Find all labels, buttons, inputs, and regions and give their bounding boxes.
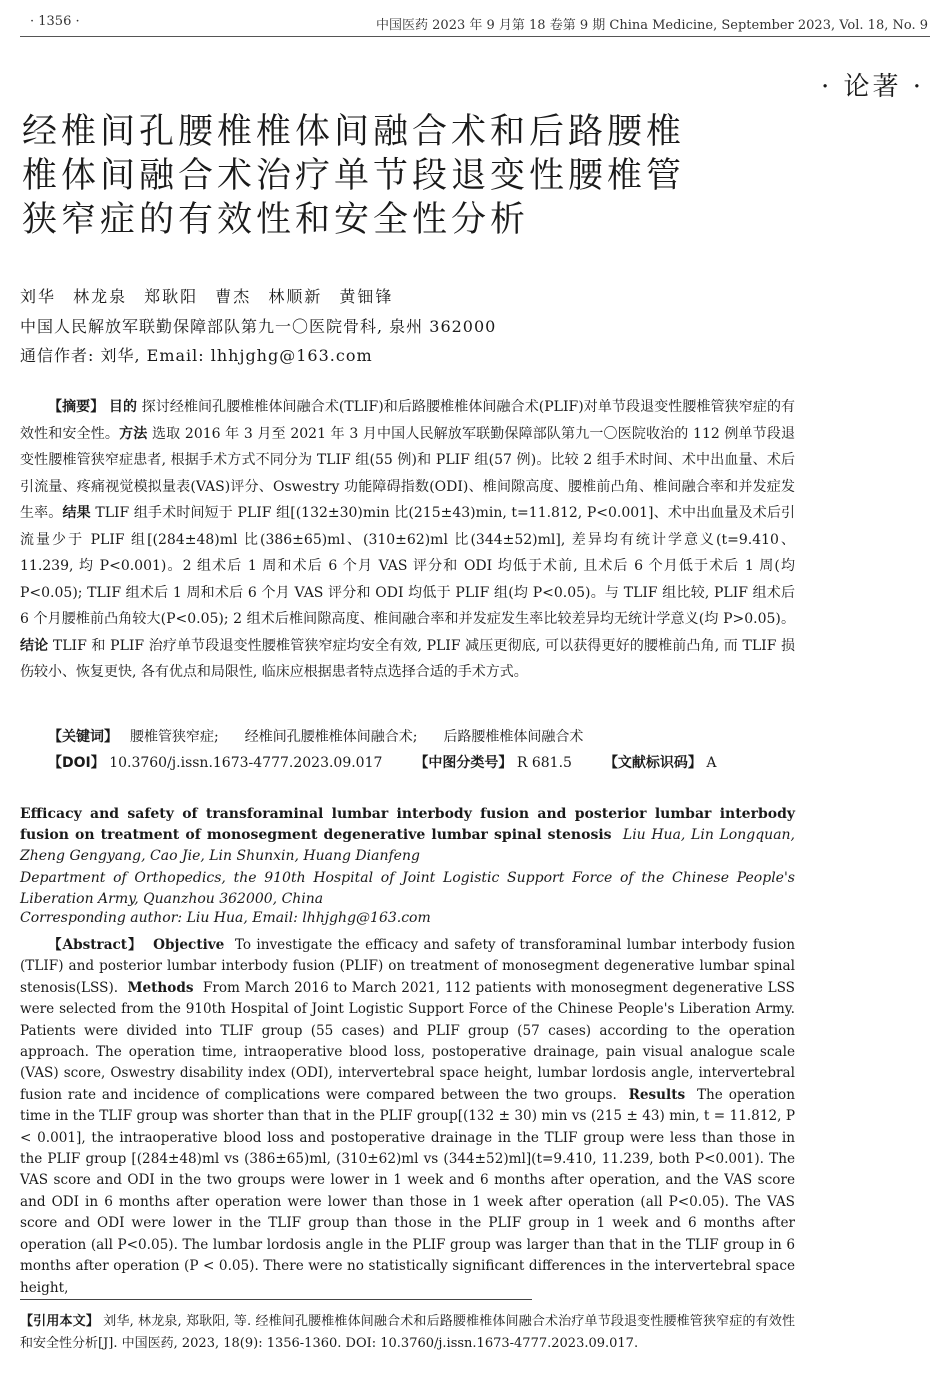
objective-text: 探讨经椎间孔腰椎椎体间融合术(TLIF)和后路腰椎椎体间融合术(PLIF)对单节段退变性腰椎管狭窄症的有效性和安全性。 [20,399,796,442]
authors: 刘华 林龙泉 郑耿阳 曹杰 林顺新 黄钿锋 [20,287,394,306]
en-methods-text: From March 2016 to March 2021, 112 patients with monosegment degenerative LSS were selected from the 910th Hospital of Joint Logistic Support Force of the Chinese People's Liberation Army. Patients were divided into TLIF group (55 cases) and PLIF group (57 cases) according to the operation approach. The operation time, intraoperative blood loss, postoperative drainage, pain visual analogue scale (VAS) score, Oswestry disability index (ODI), intervertebral space height, lumbar lordosis angle, intervertebral fusion rate and incidence of complications were compared between the two groups. [20,979,795,1103]
clc-label: 【中图分类号】 [414,755,513,771]
doi-value: 10.3760/j.issn.1673-4777.2023.09.017 [109,755,383,771]
section-tag: · 论著 · [820,72,924,102]
citation [20,1311,795,1355]
english-corresponding: Corresponding author: Liu Hua, Email: lhhjghg@163.com [20,910,431,926]
english-authors: Liu Hua, Lin Longquan, Zheng Gengyang, Cao Jie, Lin Shunxin, Huang Dianfeng [20,827,796,864]
doi-label: 【DOI】 [48,755,105,771]
objective-label: 目的 [108,399,138,415]
english-title: Efficacy and safety of transforaminal lumbar interbody fusion and posterior lumbar interbody fusion on treatment of monosegment degenerative lumbar spinal stenosis [20,806,795,843]
english-title-block [20,804,795,867]
conclusion-text: TLIF 和 PLIF 治疗单节段退变性腰椎管狭窄症均安全有效, PLIF 减压更彻底, 可以获得更好的腰椎前凸角, 而 TLIF 损伤较小、恢复更快, 各有优点和局限性, 临床应根据患者特点选择合适的手术方式。 [20,637,796,680]
page-number: · 1356 · [30,14,80,29]
en-objective-label: Objective [153,937,225,953]
title-line-3: 狭窄症的有效性和安全性分析 [22,200,530,240]
results-text: TLIF 组手术时间短于 PLIF 组[(132±30)min 比(215±43)min, t=11.812, P<0.001]、术中出血量及术后引流量少于 PLIF 组[(284±48)ml 比(386±65)ml、(310±62)ml 比(344±52)ml], 差异均有统计学意义(t=9.410、11.239, 均 P<0.001)。2 组术后 1 周和术后 6 个月 VAS 评分和 ODI 均低于术前, 且术后 6 个月低于术后 1 周(均 P<0.05); TLIF 组术后 1 周和术后 6 个月 VAS 评分和 ODI 均低于 PLIF 组(均 P<0.05)。与 TLIF 组比较, PLIF 组术后 6 个月腰椎前凸角较大(P<0.05); 2 组术后椎间隙高度、椎间融合率和并发症发生率比较差异均无统计学意义(均 P>0.05)。 [20,505,796,627]
keyword-2: 经椎间孔腰椎椎体间融合术; [244,729,418,745]
journal-running-head: 中国医药 2023 年 9 月第 18 卷第 9 期 China Medicine, September 2023, Vol. 18, No. 9 [376,18,928,33]
affiliation: 中国人民解放军联勤保障部队第九一〇医院骨科, 泉州 362000 [20,317,497,336]
doc-code-label: 【文献标识码】 [603,755,702,771]
abstract-label: 【摘要】 [48,399,105,415]
footnote-rule [20,1299,532,1300]
methods-label: 方法 [119,425,148,442]
title-line-1: 经椎间孔腰椎椎体间融合术和后路腰椎 [22,112,686,152]
conclusion-label: 结论 [20,637,49,654]
keyword-1: 腰椎管狭窄症; [130,729,219,745]
identifiers [48,752,717,772]
en-methods-label: Methods [127,979,194,996]
clc-value: R 681.5 [516,755,572,771]
keyword-3: 后路腰椎椎体间融合术 [443,729,584,745]
results-label: 结果 [62,505,91,521]
en-objective-text: To investigate the efficacy and safety of transforaminal lumbar interbody fusion (TLIF) and posterior lumbar interbody fusion (PLIF) on treatment of monosegment degenerative lumbar spinal stenosis(LSS). [20,937,795,996]
en-results-label: Results [628,1086,686,1103]
en-abstract-label: 【Abstract】 [48,937,143,953]
english-department: Department of Orthopedics, the 910th Hospital of Joint Logistic Support Force of the Chinese People's Liberation Army, Quanzhou 362000, China [20,870,795,907]
en-results-text: The operation time in the TLIF group was shorter than that in the PLIF group[(132 ± 30) min vs (215 ± 43) min, t = 11.812, P < 0.001], the intraoperative blood loss and postoperative drainage in the TLIF group were less than those in the PLIF group [(284±48)ml vs (386±65)ml, (310±62)ml vs (344±52)ml](t=9.410, 11.239, both P<0.001). The VAS score and ODI in the two groups were lower in 1 week and 6 months after operation, and the VAS score and ODI in 6 months after operation were lower than those in 1 week after operation (all P<0.05). The VAS score and ODI were lower in the TLIF group than those in the PLIF group in 1 week and 6 months after operation (all P<0.05). The lumbar lordosis angle in the PLIF group was larger than that in the TLIF group in 6 months after operation (P < 0.05). There were no statistically significant differences in the intervertebral space height, [20,1086,795,1296]
article-title [22,110,722,242]
citation-text: 刘华, 林龙泉, 郑耿阳, 等. 经椎间孔腰椎椎体间融合术和后路腰椎椎体间融合术治疗单节段退变性腰椎管狭窄症的有效性和安全性分析[J]. 中国医药, 2023, 18(9): 1356-1360. DOI: 10.3760/j.issn.1673-4777.2023.09.017. [20,1314,795,1351]
corresponding-author: 通信作者: 刘华, Email: lhhjghg@163.com [20,346,373,365]
doc-code-value: A [706,755,717,771]
methods-text: 选取 2016 年 3 月至 2021 年 3 月中国人民解放军联勤保障部队第九一〇医院收治的 112 例单节段退变性腰椎管狭窄症患者, 根据手术方式不同分为 TLIF 组(55 例)和 PLIF 组(57 例)。比较 2 组手术时间、术中出血量、术后引流量、疼痛视觉模拟量表(VAS)评分、Oswestry 功能障碍指数(ODI)、椎间隙高度、腰椎前凸角、椎间融合率和并发症发生率。 [20,425,796,521]
keywords-label: 【关键词】 [48,729,118,745]
keywords [48,726,597,746]
header-rule [20,36,930,37]
citation-label: 【引用本文】 [20,1314,99,1329]
english-abstract [20,935,795,1299]
chinese-abstract [20,394,795,686]
title-line-2: 椎体间融合术治疗单节段退变性腰椎管 [22,156,686,196]
